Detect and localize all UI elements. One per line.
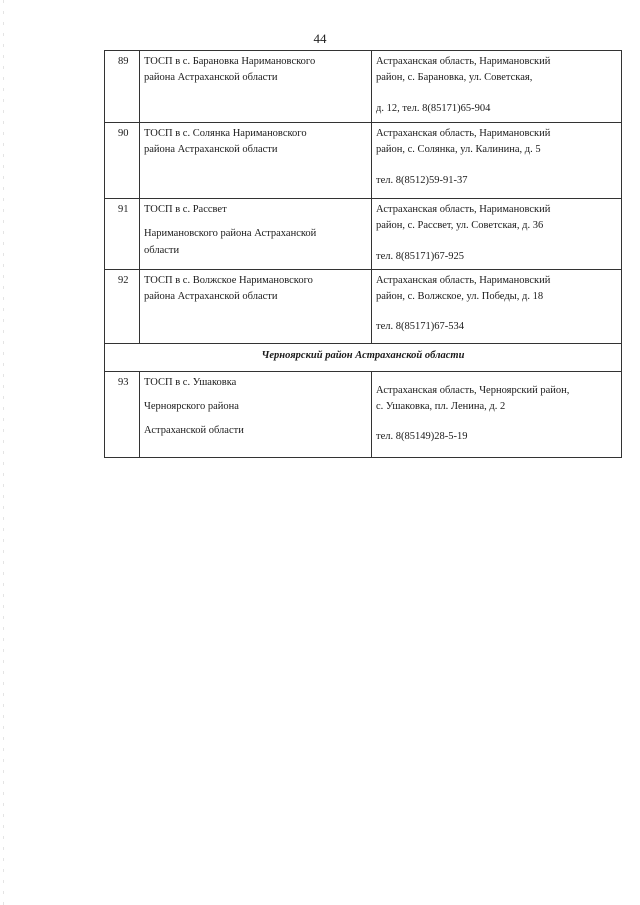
office-name-cell bbox=[140, 269, 372, 343]
office-name-line: Черноярского района bbox=[144, 401, 239, 413]
address-line: район, с. Рассвет, ул. Советская, д. 36 bbox=[376, 220, 544, 232]
office-name-line: области bbox=[144, 244, 180, 256]
office-name-line: Наримановского района Астраханской bbox=[144, 228, 317, 240]
office-name-line: района Астраханской области bbox=[144, 72, 278, 84]
office-name-line: ТОСП в с. Барановка Наримановского bbox=[144, 56, 316, 67]
office-name-cell bbox=[140, 51, 372, 123]
address-line: район, с. Барановка, ул. Советская, bbox=[376, 72, 533, 84]
office-name-line: района Астраханской области bbox=[144, 291, 278, 303]
row-number: 90 bbox=[105, 123, 140, 199]
address-cell bbox=[372, 199, 622, 270]
phone-line: тел. 8(85171)67-534 bbox=[376, 321, 464, 333]
office-name-cell bbox=[140, 123, 372, 199]
address-line: район, с. Волжское, ул. Победы, д. 18 bbox=[376, 291, 544, 303]
address-line: с. Ушаковка, пл. Ленина, д. 2 bbox=[376, 401, 506, 413]
table-row bbox=[105, 371, 622, 457]
table-row bbox=[105, 199, 622, 270]
page-number: 44 bbox=[313, 31, 327, 46]
scan-edge-marks bbox=[3, 0, 4, 905]
locations-table bbox=[104, 50, 622, 458]
address-line: район, с. Солянка, ул. Калинина, д. 5 bbox=[376, 144, 541, 156]
row-number: 91 bbox=[105, 199, 140, 270]
phone-line: тел. 8(85149)28-5-19 bbox=[376, 431, 468, 443]
office-name-line: ТОСП в с. Рассвет bbox=[144, 204, 227, 215]
table-row bbox=[105, 123, 622, 199]
address-line: Астраханская область, Черноярский район, bbox=[376, 384, 570, 396]
office-name-line: ТОСП в с. Волжское Наримановского bbox=[144, 274, 313, 286]
address-line: Астраханская область, Наримановский bbox=[376, 274, 551, 286]
row-number: 89 bbox=[105, 51, 140, 123]
phone-line: д. 12, тел. 8(85171)65-904 bbox=[376, 102, 491, 114]
office-name-line: района Астраханской области bbox=[144, 144, 278, 156]
address-cell bbox=[372, 51, 622, 123]
row-number: 92 bbox=[105, 269, 140, 343]
table-row bbox=[105, 51, 622, 123]
address-cell bbox=[372, 123, 622, 199]
office-name-cell bbox=[140, 371, 372, 457]
office-name-line: ТОСП в с. Ушаковка bbox=[144, 376, 237, 388]
phone-line: тел. 8(8512)59-91-37 bbox=[376, 174, 468, 186]
row-number: 93 bbox=[105, 371, 140, 457]
section-header-row bbox=[105, 343, 622, 371]
office-name-line: ТОСП в с. Солянка Наримановского bbox=[144, 128, 307, 139]
address-cell bbox=[372, 371, 622, 457]
office-name-cell bbox=[140, 199, 372, 270]
address-line: Астраханская область, Наримановский bbox=[376, 56, 551, 67]
address-cell bbox=[372, 269, 622, 343]
phone-line: тел. 8(85171)67-925 bbox=[376, 250, 464, 262]
section-title: Черноярский район Астраханской области bbox=[105, 343, 622, 371]
address-line: Астраханская область, Наримановский bbox=[376, 128, 551, 139]
address-line: Астраханская область, Наримановский bbox=[376, 204, 551, 215]
office-name-line: Астраханской области bbox=[144, 425, 244, 437]
table-row bbox=[105, 269, 622, 343]
